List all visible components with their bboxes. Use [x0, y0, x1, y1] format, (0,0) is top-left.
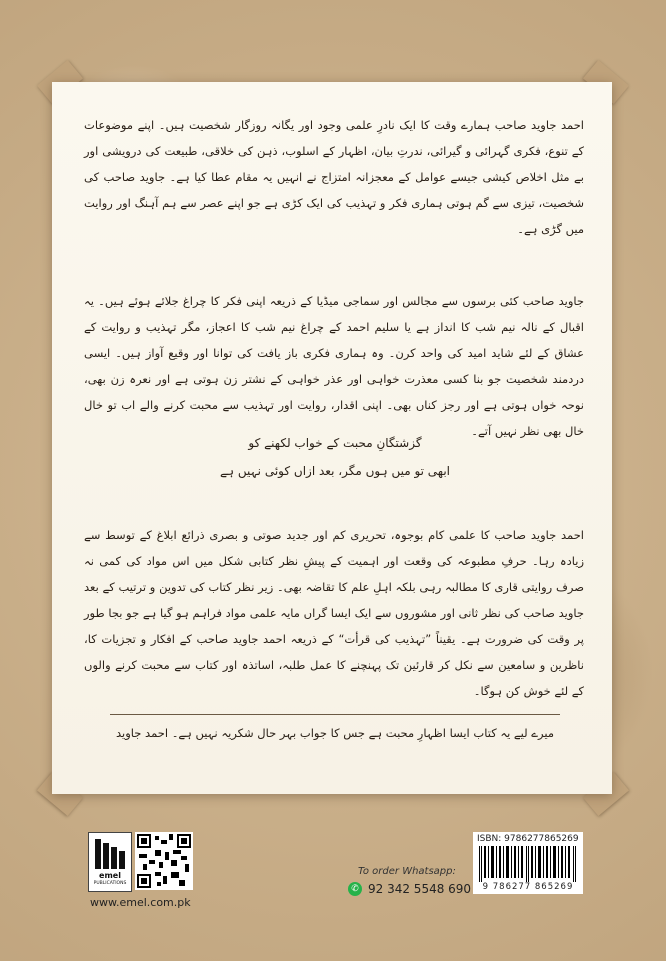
- logo-subtitle: PUBLICATIONS: [93, 881, 127, 886]
- logo-mark-icon: [95, 839, 125, 869]
- isbn-label: ISBN: 9786277865269: [477, 834, 579, 844]
- paragraph-intro: احمد جاوید صاحب ہمارے وقت کا ایک نادرِ علمی وجود اور یگانہ روزگار شخصیت ہیں۔ اپنے موضوعات کے تنوع، فکری گہرائی و گیرائی، ندرتِ بیان، اظہار کے اسلوب، ذہن کی خلاقی، طبیعت کی درویشی اور بے مثل اخلاص کیشی جیسے عوامل کے معجزانہ امتزاج نے انہیں یہ مقام عطا کیا ہے۔ جاوید صاحب کی شخصیت، تیزی سے گم ہوتی ہماری فکر و تہذیب کی ایک کڑی ہے جو اپنے عصر سے ہم آہنگ اور روایت میں گڑی ہے۔: [84, 118, 584, 236]
- publisher-logo: [88, 832, 132, 892]
- closing-quote: میرے لیے یہ کتاب ایسا اظہارِ محبت ہے جس کا جواب بہر حال شکریہ نہیں ہے۔ احمد جاوید: [115, 726, 555, 740]
- isbn-barcode: [473, 832, 583, 894]
- whatsapp-icon: ✆: [348, 882, 362, 896]
- qr-code-icon: [135, 832, 193, 890]
- verse-line-2: ابھی تو میں ہوں مگر، بعد ازاں کوئی نہیں ہے: [220, 464, 450, 478]
- logo-name: emel: [99, 871, 121, 880]
- paragraph-gatherings: جاوید صاحب کئی برسوں سے مجالس اور سماجی میڈیا کے ذریعہ اپنی فکر کا چراغ جلائے ہوئے ہیں۔ یہ اقبال کے نالہ نیم شب کا انداز ہے یا سلیم احمد کے چراغ نیم شب کا اعجاز، مگر تہذیب و روایت کے عشاق کے لئے شاید امید کی واحد کرن۔ وہ ہماری فکری باز یافت کی توانا اور وقیع آواز ہیں۔ ایسی دردمند شخصیت جو بنا کسی معذرت خواہی اور عذر خواہی کے نشتر زن ہوتی ہے اور نعرہ زن بھی، نوحہ خواں ہوتی ہے اور رجز کناں بھی۔ اپنی اقدار، روایت اور تہذیب سے محبت کرنے والے اب تو خال خال بھی نظر نہیں آتے۔: [84, 294, 584, 438]
- divider: [110, 714, 560, 715]
- barcode-icon: [479, 846, 577, 882]
- isbn-digits: 9 786277 865269: [482, 882, 574, 892]
- order-phone: 92 342 5548 690: [368, 882, 472, 896]
- order-label: To order Whatsapp:: [358, 866, 456, 877]
- publisher-website: www.emel.com.pk: [90, 896, 191, 909]
- paragraph-book: احمد جاوید صاحب کا علمی کام بوجوہ، تحریری کم اور جدید صوتی و بصری ذرائع ابلاغ کے توسط سے زیادہ رہا۔ حرفِ مطبوعہ کی وقعت اور اہمیت کے پیشِ نظر کتابی شکل میں اس مواد کی کمی نہ صرف روایتی قاری کا مطالبہ رہی بلکہ اہلِ علم کا تقاضہ بھی۔ زیر نظر کتاب کی تدوین و ترتیب کے بعد جاوید صاحب کی نظر ثانی اور مشوروں سے ایک ایسا گراں مایہ علمی مواد فراہم ہو گیا ہے جو بجا طور پر وقت کی ضرورت ہے۔ یقیناً ”تہذیب کی قرأت“ کے ذریعہ احمد جاوید صاحب کے افکار و تجزیات کا، ناظرین و سامعین سے نکل کر قارئین تک پہنچنے کا عمل طلبہ، اساتذہ اور کتاب سے محبت کرنے والوں کے لئے خوش کن ہوگا۔: [84, 528, 584, 698]
- verse-line-1: گزشتگانِ محبت کے خواب لکھنے کو: [248, 436, 422, 450]
